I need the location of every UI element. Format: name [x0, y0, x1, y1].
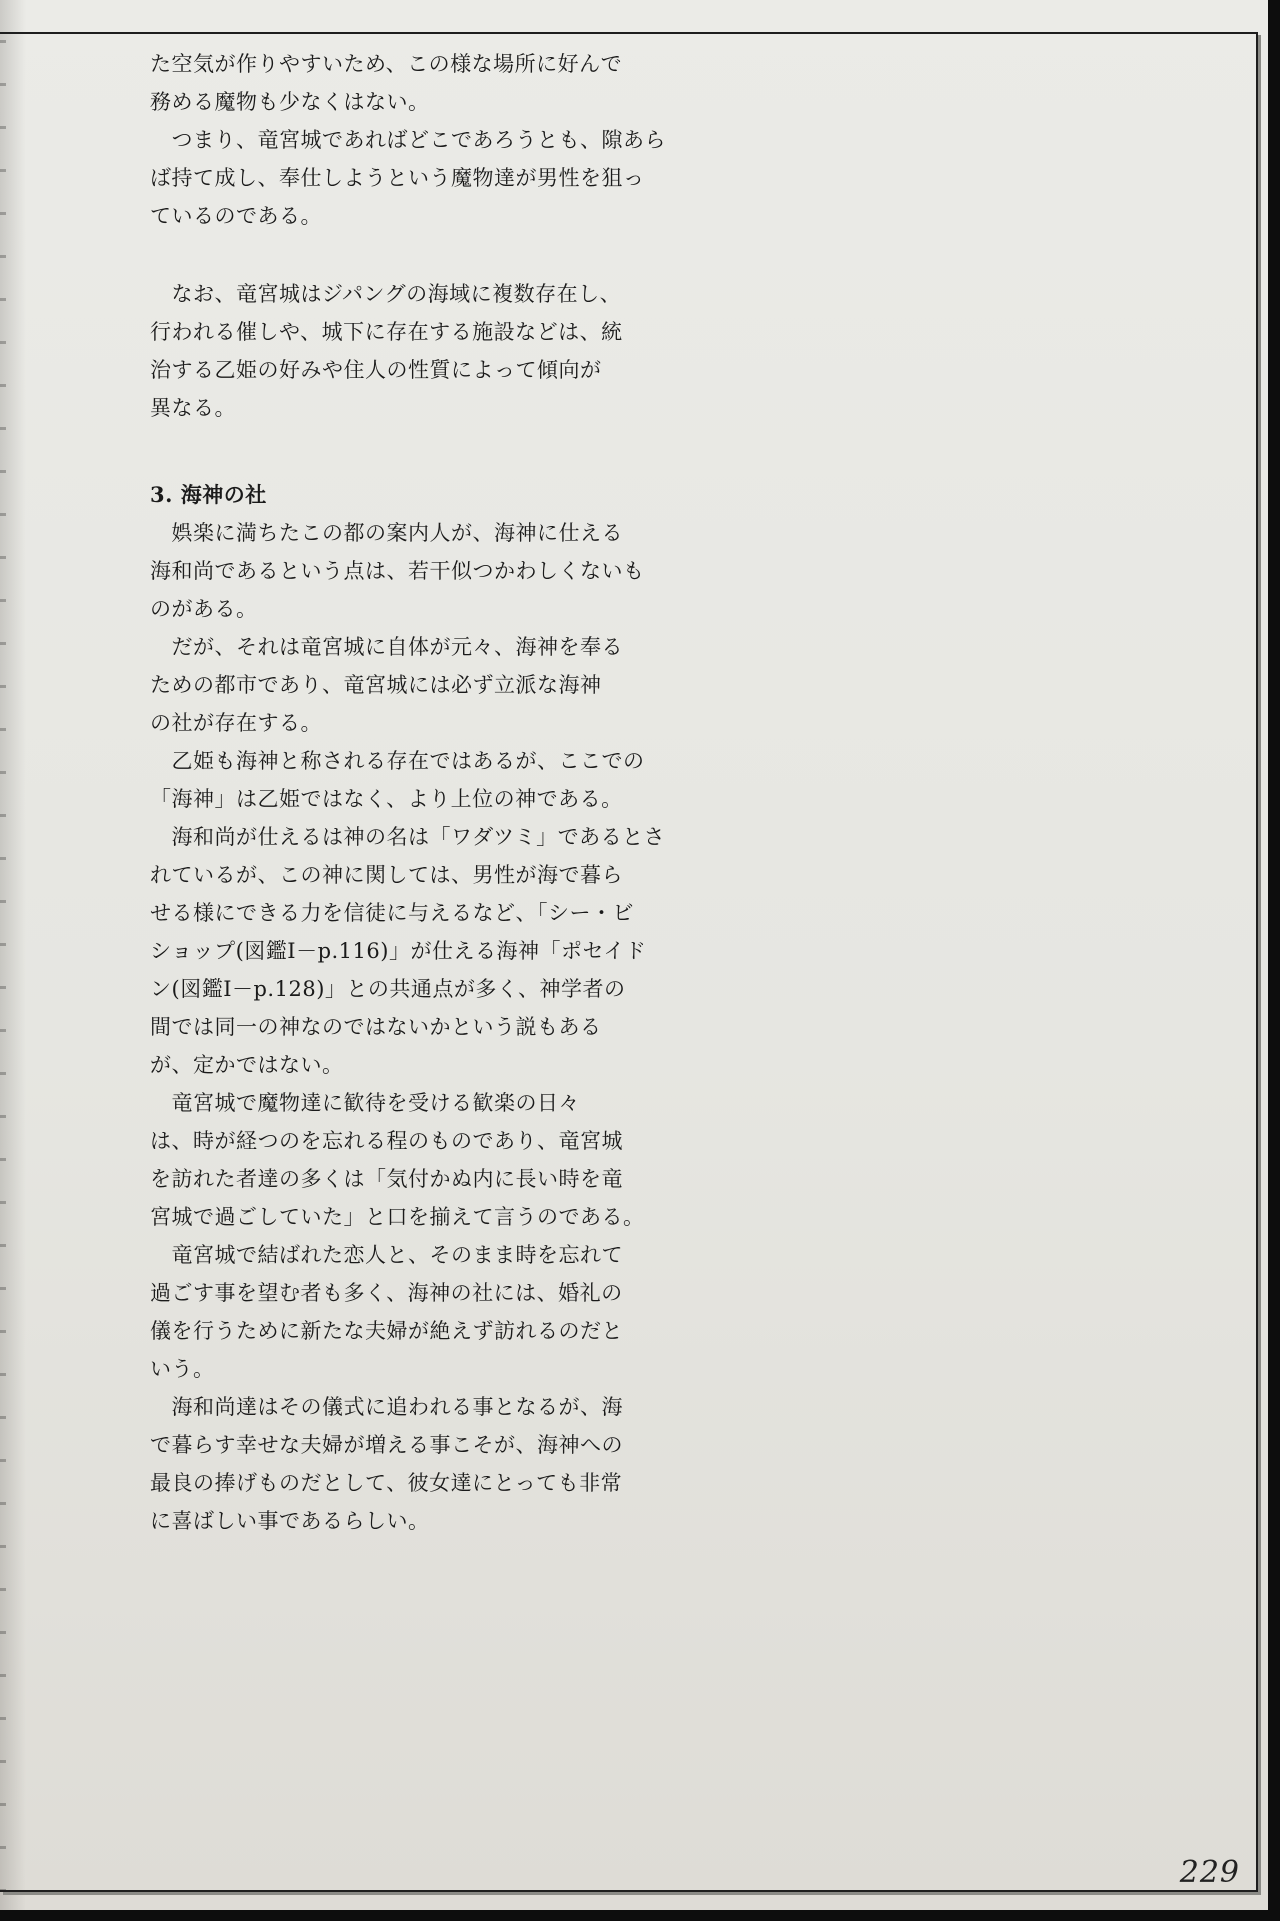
- text-line: で暮らす幸せな夫婦が増える事こそが、海神への: [150, 1433, 623, 1457]
- text-line: 乙姫も海神と称される存在ではあるが、ここでの: [150, 749, 645, 773]
- text-line: 最良の捧げものだとして、彼女達にとっても非常: [150, 1471, 623, 1495]
- text-line: ば持て成し、奉仕しようという魔物達が男性を狙っ: [150, 166, 645, 190]
- body-text-column: [150, 45, 670, 1540]
- text-line: 娯楽に満ちたこの都の案内人が、海神に仕える: [150, 521, 623, 545]
- section-gap: [150, 427, 670, 467]
- text-line: 宮城で過ごしていた」と口を揃えて言うのである。: [150, 1205, 645, 1229]
- text-line: ショップ(図鑑Ⅰ－p.116)」が仕える海神「ポセイド: [150, 939, 647, 963]
- text-line: ための都市であり、竜宮城には必ず立派な海神: [150, 673, 602, 697]
- text-line: を訪れた者達の多くは「気付かぬ内に長い時を竜: [150, 1167, 623, 1191]
- text-line: の社が存在する。: [150, 711, 322, 735]
- text-line: 海和尚が仕えるは神の名は「ワダツミ」であるとさ: [150, 825, 666, 849]
- text-line: のがある。: [150, 597, 258, 621]
- text-line: に喜ばしい事であるらしい。: [150, 1509, 430, 1533]
- text-line: いう。: [150, 1357, 215, 1381]
- text-line: 儀を行うために新たな夫婦が絶えず訪れるのだと: [150, 1319, 623, 1343]
- text-line: れているが、この神に関しては、男性が海で暮ら: [150, 863, 623, 887]
- text-line: 治する乙姫の好みや住人の性質によって傾向が: [150, 358, 602, 382]
- text-line: 竜宮城で結ばれた恋人と、そのまま時を忘れて: [150, 1243, 623, 1267]
- text-line: 「海神」は乙姫ではなく、より上位の神である。: [150, 787, 623, 811]
- text-line: 海和尚達はその儀式に追われる事となるが、海: [150, 1395, 623, 1419]
- text-line: なお、竜宮城はジパングの海域に複数存在し、: [150, 282, 622, 306]
- text-line: 行われる催しや、城下に存在する施設などは、統: [150, 320, 623, 344]
- text-line: 過ごす事を望む者も多く、海神の社には、婚礼の: [150, 1281, 623, 1305]
- text-line: た空気が作りやすいため、この様な場所に好んで: [150, 52, 623, 76]
- text-line: 竜宮城で魔物達に歓待を受ける歓楽の日々: [150, 1091, 580, 1115]
- text-line: が、定かではない。: [150, 1053, 344, 1077]
- section-heading: 3. 海神の社: [150, 482, 267, 507]
- text-line: 海和尚であるという点は、若干似つかわしくないも: [150, 559, 645, 583]
- text-line: だが、それは竜宮城に自体が元々、海神を奉る: [150, 635, 623, 659]
- text-line: 異なる。: [150, 396, 236, 420]
- paragraph-gap: [150, 235, 670, 275]
- text-line: つまり、竜宮城であればどこであろうとも、隙あら: [150, 128, 666, 152]
- page-number: 229: [1179, 1855, 1240, 1890]
- text-line: ているのである。: [150, 204, 322, 228]
- text-line: 間では同一の神なのではないかという説もある: [150, 1015, 602, 1039]
- text-line: は、時が経つのを忘れる程のものであり、竜宮城: [150, 1129, 623, 1153]
- text-line: ン(図鑑Ⅰ－p.128)」との共通点が多く、神学者の: [150, 977, 626, 1001]
- text-line: 務める魔物も少なくはない。: [150, 90, 430, 114]
- text-line: せる様にできる力を信徒に与えるなど、「シー・ビ: [150, 901, 634, 925]
